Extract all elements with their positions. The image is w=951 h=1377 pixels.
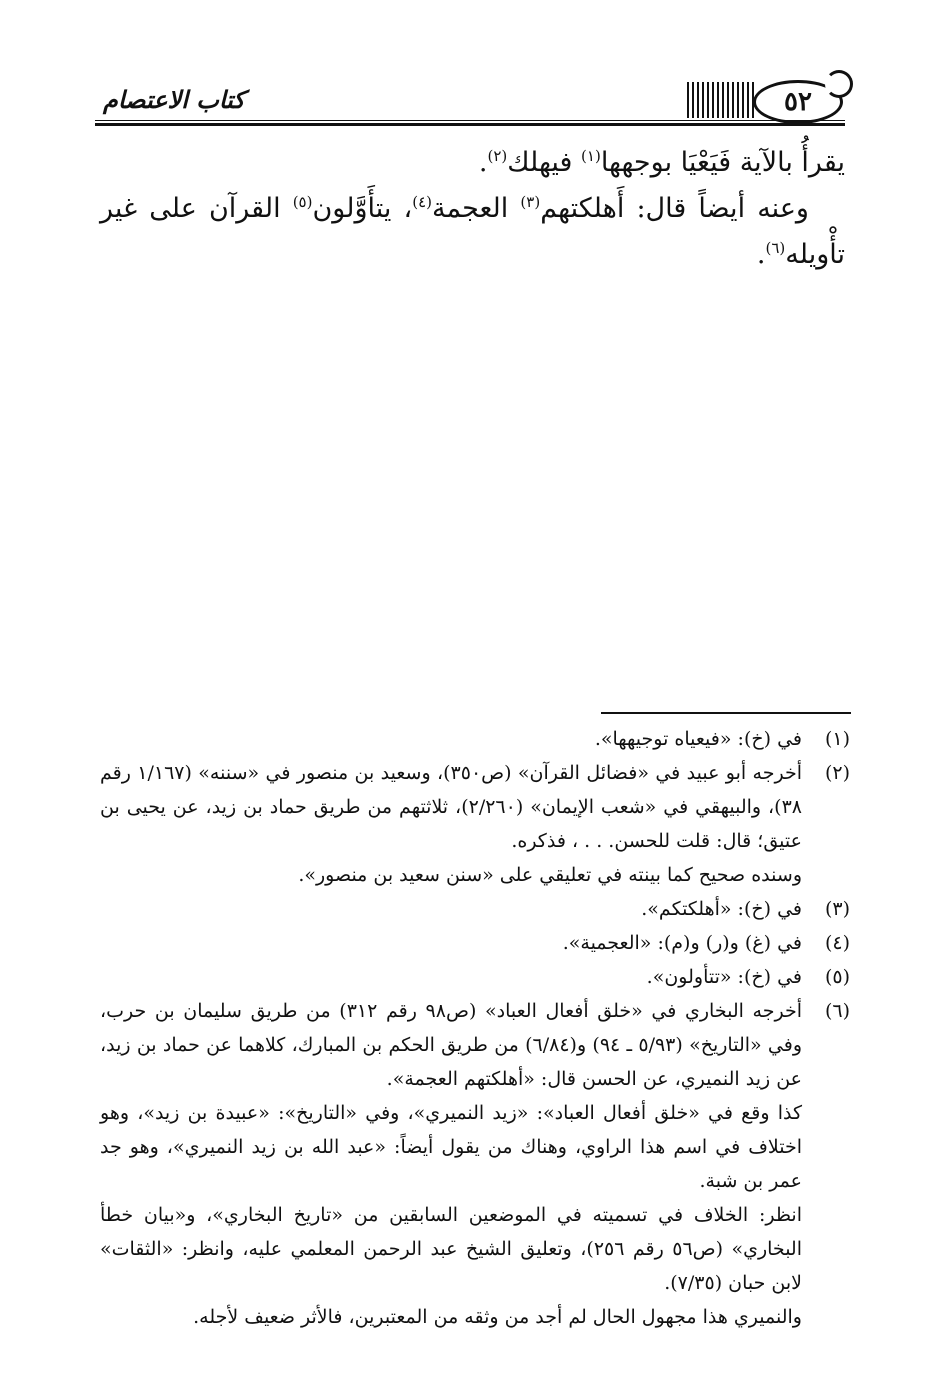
footnote-number: (١) xyxy=(824,728,850,750)
footnote-text: أخرجه البخاري في «خلق أفعال العباد» (ص٩٨ رقم ٣١٢) من طريق سليمان بن حرب، وفي «التاريخ» (٥/٩٣ ـ ٩٤) و(٦/٨٤) من طريق الحكم بن المبارك، كلاهما عن حماد بن زيد، عن زيد النميري، عن الحسن قال: «أهلكتهم العجمة». xyxy=(100,1000,803,1090)
page-header xyxy=(95,72,845,126)
footnote-5 xyxy=(100,960,850,994)
footnote-text: والنميري هذا مجهول الحال لم أجد من وثقه من المعتبرين، فالأثر ضعيف لأجله. xyxy=(193,1306,802,1328)
footnote-text: في (خ): «أهلكتكم». xyxy=(641,898,802,920)
footnote-ref-3[interactable]: (٣) xyxy=(520,193,541,211)
footnote-text: انظر: الخلاف في تسميته في الموضعين السابقين من «تاريخ البخاري»، و«بيان خطأ البخاري» (ص٥٦ رقم ٢٥٦)، وتعليق الشيخ عبد الرحمن المعلمي عليه، وانظر: «الثقات» لابن حبان (٧/٣٥). xyxy=(100,1204,802,1294)
page-number-badge xyxy=(687,76,847,122)
footnote-number: (٦) xyxy=(824,1000,850,1022)
page-number: ٥٢ xyxy=(753,80,843,124)
book-title: كتاب الاعتصام xyxy=(103,85,245,114)
main-line-1: يقرأُ بالآية فَيَعْيَا بوجهها$^{(١)}$ فيهلك$^{(٢)}$. xyxy=(478,147,845,178)
footnote-ref-1[interactable]: (١) xyxy=(581,147,601,165)
ornament-bars xyxy=(687,82,757,118)
footnote-number: (٣) xyxy=(824,898,850,920)
footnote-ref-4[interactable]: (٤) xyxy=(412,193,433,211)
footnote-number: (٤) xyxy=(824,932,850,954)
footnote-text: أخرجه أبو عبيد في «فضائل القرآن» (ص٣٥٠)، وسعيد بن منصور في «سننه» (١/١٦٧ رقم ٣٨)، والبيهقي في «شعب الإيمان» (٢/٢٦٠)، ثلاثتهم من طريق حماد بن زيد، عن يحيى بن عتيق؛ قال: قلت للحسن. . . ، فذكره. xyxy=(100,762,802,852)
footnote-separator xyxy=(601,712,851,714)
footnote-2 xyxy=(100,756,850,892)
footnote-text: في (خ): «تتأولون». xyxy=(646,966,802,988)
footnote-6 xyxy=(100,994,850,1334)
main-paragraph-2: وعنه أيضاً قال: أَهلكتهم$^{(٣)}$ العجمة$^{(٤)}$، يتأَوَّلون$^{(٥)}$ القرآن على غير تأْويله$^{(٦)}$. xyxy=(100,193,845,270)
footnote-text: كذا وقع في «خلق أفعال العباد»: «زيد النميري»، وفي «التاريخ»: «عبيدة بن زيد»، وهو اختلاف في اسم هذا الراوي، وهناك من يقول أيضاً: «عبد الله بن زيد النميري»، وهو جد عمر بن شبة. xyxy=(100,1102,802,1192)
header-rule-thin xyxy=(95,120,845,121)
footnote-number: (٥) xyxy=(824,966,850,988)
main-text xyxy=(100,140,845,278)
footnote-4 xyxy=(100,926,850,960)
footnotes xyxy=(100,722,850,1334)
footnote-1 xyxy=(100,722,850,756)
ornament-curl-icon xyxy=(825,70,853,98)
footnote-text: في (خ): «فيعياه توجيهها». xyxy=(594,728,802,750)
footnote-ref-5[interactable]: (٥) xyxy=(292,193,313,211)
footnote-number: (٢) xyxy=(824,762,850,784)
footnote-ref-6[interactable]: (٦) xyxy=(765,239,786,257)
footnote-text: وسنده صحيح كما بينته في تعليقي على «سنن سعيد بن منصور». xyxy=(298,864,802,886)
footnote-text: في (غ) و(ر) و(م): «العجمية». xyxy=(562,932,802,954)
footnote-3 xyxy=(100,892,850,926)
footnote-ref-2[interactable]: (٢) xyxy=(487,147,508,165)
header-rule xyxy=(95,123,845,126)
